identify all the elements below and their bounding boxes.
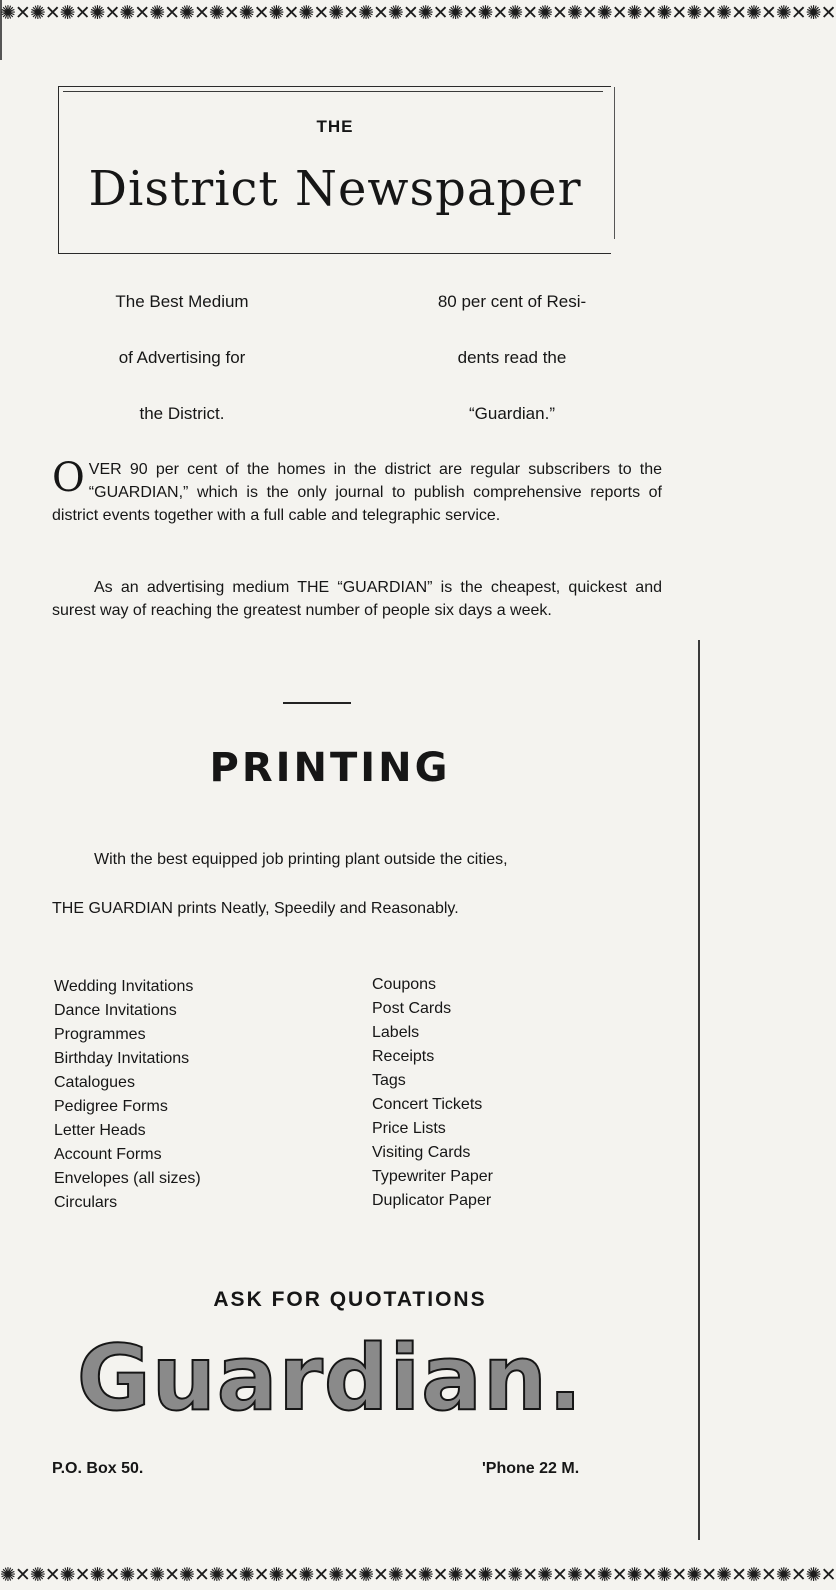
right-column-line: dents read the: [457, 348, 567, 367]
ornamental-border-bottom: ✺✕✺✕✺✕✺✕✺✕✺✕✺✕✺✕✺✕✺✕✺✕✺✕✺✕✺✕✺✕✺✕✺✕✺✕✺✕✺✕✺✕✺✕✺✕✺✕✺✕✺✕✺✕✺✕: [0, 1564, 836, 1586]
printing-intro-line-1: With the best equipped job printing plant outside the cities,: [94, 851, 508, 868]
po-box: P.O. Box 50.: [52, 1460, 144, 1477]
masthead-title: District Newspaper: [88, 161, 582, 217]
service-item: Wedding Invitations: [54, 978, 194, 995]
masthead-the: THE: [316, 117, 354, 136]
service-item: Visiting Cards: [372, 1144, 471, 1161]
page-edge-rule: [698, 640, 700, 1540]
left-column-line: of Advertising for: [118, 348, 246, 367]
masthead-right-rule: [614, 87, 615, 239]
intro-paragraph-text: VER 90 per cent of the homes in the district are regular subscribers to the “GUARDIAN,” which is the only journal to publish comprehensive reports of district events together with a full cable and telegraphic service.: [52, 461, 662, 524]
service-item: Receipts: [372, 1048, 435, 1065]
masthead-box: [58, 86, 611, 254]
service-item: Typewriter Paper: [372, 1168, 493, 1185]
service-item: Envelopes (all sizes): [54, 1170, 201, 1187]
service-item: Account Forms: [54, 1146, 162, 1163]
service-item: Birthday Invitations: [54, 1050, 190, 1067]
right-column-line: “Guardian.”: [469, 404, 555, 423]
guardian-logo: Guardian.: [76, 1326, 584, 1431]
service-item: Dance Invitations: [54, 1002, 177, 1019]
service-item: Duplicator Paper: [372, 1192, 492, 1209]
service-item: Programmes: [54, 1026, 146, 1043]
ornamental-border-top: ✺✕✺✕✺✕✺✕✺✕✺✕✺✕✺✕✺✕✺✕✺✕✺✕✺✕✺✕✺✕✺✕✺✕✺✕✺✕✺✕✺✕✺✕✺✕✺✕✺✕✺✕✺✕✺✕: [0, 2, 836, 24]
services-list-left: [54, 975, 201, 1215]
service-item: Tags: [372, 1072, 406, 1089]
printing-heading: PRINTING: [209, 745, 451, 791]
section-divider: [283, 702, 351, 704]
service-item: Labels: [372, 1024, 420, 1041]
service-item: Post Cards: [372, 1000, 452, 1017]
service-item: Circulars: [54, 1194, 118, 1211]
drop-cap: O: [52, 455, 85, 501]
service-item: Catalogues: [54, 1074, 135, 1091]
ask-for-quotations: ASK FOR QUOTATIONS: [213, 1288, 487, 1311]
service-item: Coupons: [372, 976, 437, 993]
service-item: Pedigree Forms: [54, 1098, 168, 1115]
left-column-line: The Best Medium: [115, 292, 249, 311]
services-list-right: [372, 973, 493, 1213]
advertising-paragraph: As an advertising medium THE “GUARDIAN” is the cheapest, quickest and surest way of reaching the greatest number of people six days a week.: [52, 579, 662, 619]
masthead-inner-rule: [63, 91, 603, 92]
left-column: [62, 292, 302, 460]
service-item: Price Lists: [372, 1120, 446, 1137]
left-column-line: the District.: [139, 404, 225, 423]
phone-number: 'Phone 22 M.: [482, 1460, 580, 1477]
right-column-line: 80 per cent of Resi-: [437, 292, 587, 311]
right-column: [392, 292, 632, 460]
printing-intro-line-2: THE GUARDIAN prints Neatly, Speedily and Reasonably.: [52, 900, 459, 917]
service-item: Concert Tickets: [372, 1096, 483, 1113]
service-item: Letter Heads: [54, 1122, 146, 1139]
intro-paragraph: [52, 455, 662, 527]
